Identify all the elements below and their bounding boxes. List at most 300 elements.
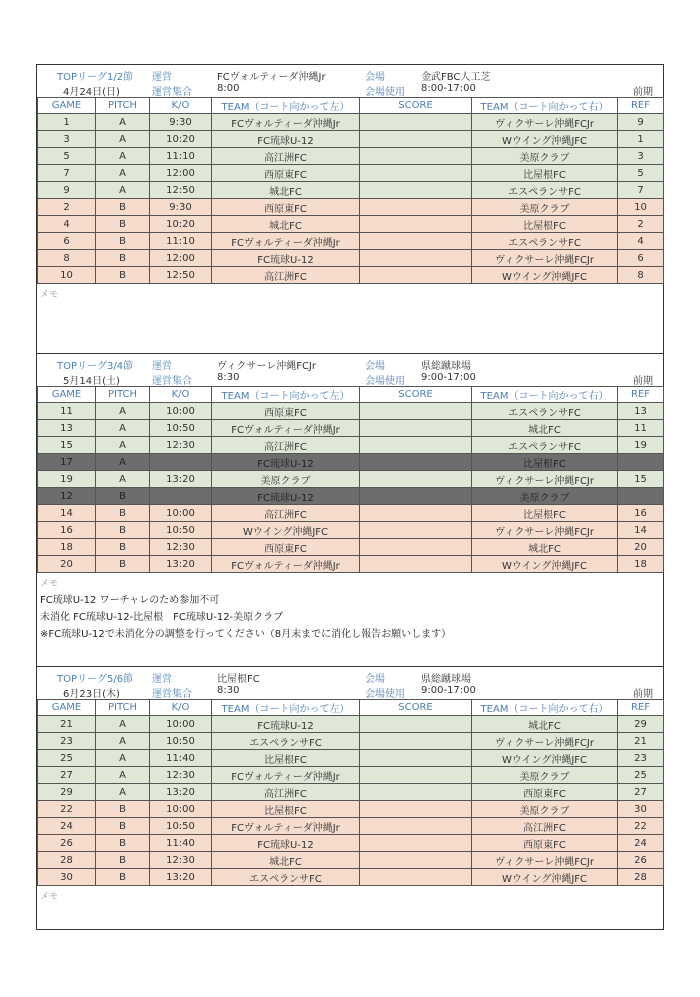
venue-use-time: 9:00-17:00 bbox=[421, 372, 476, 383]
game-number: 17 bbox=[38, 454, 96, 471]
table-row bbox=[38, 556, 664, 573]
kickoff-time: 12:30 bbox=[150, 852, 212, 869]
venue-label: 会場 bbox=[365, 361, 385, 372]
score-cell bbox=[360, 403, 472, 420]
period-label: 前期 bbox=[633, 376, 653, 387]
game-number: 16 bbox=[38, 522, 96, 539]
score-cell bbox=[360, 250, 472, 267]
venue-use-time: 8:00-17:00 bbox=[421, 83, 476, 94]
score-cell bbox=[360, 488, 472, 505]
team-right: ヴィクサーレ沖縄FCJr bbox=[472, 114, 618, 131]
column-header-score: SCORE bbox=[360, 700, 472, 716]
team-right: エスペランサFC bbox=[472, 437, 618, 454]
referee-game: 30 bbox=[618, 801, 664, 818]
pitch-cell: B bbox=[96, 199, 150, 216]
score-cell bbox=[360, 818, 472, 835]
game-number: 8 bbox=[38, 250, 96, 267]
game-number: 25 bbox=[38, 750, 96, 767]
match-date: 6月23日(木) bbox=[63, 689, 120, 700]
kickoff-time: 13:20 bbox=[150, 869, 212, 886]
table-body bbox=[38, 716, 664, 886]
kickoff-time: 10:00 bbox=[150, 505, 212, 522]
referee-game: 24 bbox=[618, 835, 664, 852]
kickoff-time: 11:40 bbox=[150, 750, 212, 767]
assembly-time: 8:30 bbox=[217, 372, 240, 383]
score-cell bbox=[360, 216, 472, 233]
pitch-cell: B bbox=[96, 869, 150, 886]
team-right: ヴィクサーレ沖縄FCJr bbox=[472, 852, 618, 869]
referee-game: 25 bbox=[618, 767, 664, 784]
league-round: TOPリーグ1/2節 bbox=[57, 72, 134, 83]
pitch-cell: B bbox=[96, 250, 150, 267]
pitch-cell: A bbox=[96, 716, 150, 733]
team-left: FCヴォルティーダ沖縄Jr bbox=[212, 767, 360, 784]
team-left: 城北FC bbox=[212, 852, 360, 869]
column-header-pitch: PITCH bbox=[96, 98, 150, 114]
score-cell bbox=[360, 505, 472, 522]
team-left: FCヴォルティーダ沖縄Jr bbox=[212, 233, 360, 250]
team-left: エスペランサFC bbox=[212, 733, 360, 750]
assembly-label: 運営集合 bbox=[152, 87, 192, 98]
table-row bbox=[38, 767, 664, 784]
note-line: ※FC琉球U-12で未消化分の調整を行ってください（8月末までに消化し報告お願いします） bbox=[40, 629, 452, 640]
game-number: 27 bbox=[38, 767, 96, 784]
team-left: 西原東FC bbox=[212, 403, 360, 420]
game-number: 7 bbox=[38, 165, 96, 182]
pitch-cell: B bbox=[96, 835, 150, 852]
team-right: 城北FC bbox=[472, 539, 618, 556]
round-info bbox=[37, 354, 663, 386]
referee-game: 5 bbox=[618, 165, 664, 182]
team-right: 西原東FC bbox=[472, 784, 618, 801]
team-right: 美原クラブ bbox=[472, 767, 618, 784]
team-right: ヴィクサーレ沖縄FCJr bbox=[472, 522, 618, 539]
team-right: Wウイング沖縄JFC bbox=[472, 556, 618, 573]
team-left: 西原東FC bbox=[212, 165, 360, 182]
column-header-ref: REF bbox=[618, 700, 664, 716]
team-left: FCヴォルティーダ沖縄Jr bbox=[212, 420, 360, 437]
team-left: 高江洲FC bbox=[212, 148, 360, 165]
venue-use-label: 会場使用 bbox=[365, 689, 405, 700]
game-number: 29 bbox=[38, 784, 96, 801]
team-right: 美原クラブ bbox=[472, 801, 618, 818]
column-header-pitch: PITCH bbox=[96, 387, 150, 403]
table-row bbox=[38, 182, 664, 199]
team-left: FC琉球U-12 bbox=[212, 250, 360, 267]
pitch-cell: A bbox=[96, 420, 150, 437]
venue-value: 県総蹴球場 bbox=[421, 361, 471, 372]
game-number: 3 bbox=[38, 131, 96, 148]
kickoff-time: 11:10 bbox=[150, 148, 212, 165]
pitch-cell: A bbox=[96, 182, 150, 199]
referee-game: 13 bbox=[618, 403, 664, 420]
kickoff-time: 12:30 bbox=[150, 767, 212, 784]
table-row bbox=[38, 267, 664, 284]
column-header-left: TEAM（コート向かって左） bbox=[212, 700, 360, 716]
pitch-cell: B bbox=[96, 267, 150, 284]
column-header-game: GAME bbox=[38, 700, 96, 716]
referee-game: 2 bbox=[618, 216, 664, 233]
organizer-label: 運営 bbox=[152, 72, 172, 83]
kickoff-time bbox=[150, 488, 212, 505]
pitch-cell: B bbox=[96, 556, 150, 573]
round-info bbox=[37, 667, 663, 699]
team-left: 高江洲FC bbox=[212, 437, 360, 454]
team-right: Wウイング沖縄JFC bbox=[472, 750, 618, 767]
team-left: 高江洲FC bbox=[212, 505, 360, 522]
organizer-label: 運営 bbox=[152, 674, 172, 685]
table-row bbox=[38, 403, 664, 420]
score-cell bbox=[360, 539, 472, 556]
organizer-value: FCヴォルティーダ沖縄Jr bbox=[217, 72, 326, 83]
team-left: FC琉球U-12 bbox=[212, 131, 360, 148]
table-row bbox=[38, 165, 664, 182]
score-cell bbox=[360, 437, 472, 454]
referee-game: 23 bbox=[618, 750, 664, 767]
table-row bbox=[38, 716, 664, 733]
team-right: エスペランサFC bbox=[472, 182, 618, 199]
table-row bbox=[38, 835, 664, 852]
team-right: 西原東FC bbox=[472, 835, 618, 852]
column-header-pitch: PITCH bbox=[96, 700, 150, 716]
team-right: Wウイング沖縄JFC bbox=[472, 869, 618, 886]
league-round: TOPリーグ3/4節 bbox=[57, 361, 134, 372]
game-number: 5 bbox=[38, 148, 96, 165]
team-left: 高江洲FC bbox=[212, 784, 360, 801]
team-left: エスペランサFC bbox=[212, 869, 360, 886]
kickoff-time: 11:10 bbox=[150, 233, 212, 250]
pitch-cell: B bbox=[96, 488, 150, 505]
organizer-value: 比屋根FC bbox=[217, 674, 260, 685]
referee-game: 27 bbox=[618, 784, 664, 801]
referee-game: 7 bbox=[618, 182, 664, 199]
table-row bbox=[38, 505, 664, 522]
pitch-cell: A bbox=[96, 165, 150, 182]
pitch-cell: B bbox=[96, 852, 150, 869]
team-right: 比屋根FC bbox=[472, 216, 618, 233]
period-label: 前期 bbox=[633, 87, 653, 98]
pitch-cell: B bbox=[96, 539, 150, 556]
team-right: Wウイング沖縄JFC bbox=[472, 131, 618, 148]
game-number: 28 bbox=[38, 852, 96, 869]
team-right: 比屋根FC bbox=[472, 454, 618, 471]
score-cell bbox=[360, 199, 472, 216]
team-right: 城北FC bbox=[472, 420, 618, 437]
table-header-row bbox=[38, 387, 664, 403]
team-left: FCヴォルティーダ沖縄Jr bbox=[212, 556, 360, 573]
pitch-cell: B bbox=[96, 233, 150, 250]
score-cell bbox=[360, 750, 472, 767]
round-info bbox=[37, 65, 663, 97]
table-row bbox=[38, 818, 664, 835]
venue-use-label: 会場使用 bbox=[365, 87, 405, 98]
team-left: 城北FC bbox=[212, 216, 360, 233]
table-row bbox=[38, 454, 664, 471]
referee-game: 18 bbox=[618, 556, 664, 573]
table-row bbox=[38, 539, 664, 556]
kickoff-time: 10:50 bbox=[150, 420, 212, 437]
memo-label: メモ bbox=[40, 579, 59, 589]
table-row bbox=[38, 199, 664, 216]
match-table bbox=[37, 699, 664, 886]
team-left: Wウイング沖縄JFC bbox=[212, 522, 360, 539]
kickoff-time: 12:00 bbox=[150, 250, 212, 267]
game-number: 1 bbox=[38, 114, 96, 131]
table-row bbox=[38, 750, 664, 767]
pitch-cell: A bbox=[96, 131, 150, 148]
team-left: FCヴォルティーダ沖縄Jr bbox=[212, 114, 360, 131]
referee-game: 22 bbox=[618, 818, 664, 835]
column-header-ref: REF bbox=[618, 387, 664, 403]
team-right: 比屋根FC bbox=[472, 505, 618, 522]
organizer-label: 運営 bbox=[152, 361, 172, 372]
pitch-cell: B bbox=[96, 216, 150, 233]
team-right: エスペランサFC bbox=[472, 233, 618, 250]
kickoff-time: 12:00 bbox=[150, 165, 212, 182]
column-header-ko: K/O bbox=[150, 700, 212, 716]
column-header-ko: K/O bbox=[150, 98, 212, 114]
kickoff-time: 10:00 bbox=[150, 403, 212, 420]
round-section bbox=[36, 354, 664, 667]
score-cell bbox=[360, 767, 472, 784]
column-header-left: TEAM（コート向かって左） bbox=[212, 387, 360, 403]
table-row bbox=[38, 869, 664, 886]
table-row bbox=[38, 148, 664, 165]
team-left: FC琉球U-12 bbox=[212, 835, 360, 852]
team-right: 美原クラブ bbox=[472, 488, 618, 505]
kickoff-time: 13:20 bbox=[150, 471, 212, 488]
pitch-cell: B bbox=[96, 818, 150, 835]
pitch-cell: B bbox=[96, 522, 150, 539]
table-row bbox=[38, 437, 664, 454]
assembly-label: 運営集合 bbox=[152, 376, 192, 387]
pitch-cell: B bbox=[96, 801, 150, 818]
kickoff-time: 10:50 bbox=[150, 818, 212, 835]
table-row bbox=[38, 801, 664, 818]
score-cell bbox=[360, 801, 472, 818]
game-number: 23 bbox=[38, 733, 96, 750]
game-number: 21 bbox=[38, 716, 96, 733]
score-cell bbox=[360, 182, 472, 199]
referee-game: 6 bbox=[618, 250, 664, 267]
venue-use-time: 9:00-17:00 bbox=[421, 685, 476, 696]
score-cell bbox=[360, 165, 472, 182]
column-header-right: TEAM（コート向かって右） bbox=[472, 98, 618, 114]
game-number: 6 bbox=[38, 233, 96, 250]
score-cell bbox=[360, 733, 472, 750]
referee-game: 19 bbox=[618, 437, 664, 454]
column-header-game: GAME bbox=[38, 387, 96, 403]
score-cell bbox=[360, 267, 472, 284]
assembly-time: 8:30 bbox=[217, 685, 240, 696]
table-header-row bbox=[38, 700, 664, 716]
column-header-game: GAME bbox=[38, 98, 96, 114]
game-number: 18 bbox=[38, 539, 96, 556]
team-left: 城北FC bbox=[212, 182, 360, 199]
score-cell bbox=[360, 869, 472, 886]
column-header-right: TEAM（コート向かって右） bbox=[472, 387, 618, 403]
game-number: 20 bbox=[38, 556, 96, 573]
game-number: 13 bbox=[38, 420, 96, 437]
team-left: 比屋根FC bbox=[212, 801, 360, 818]
venue-label: 会場 bbox=[365, 72, 385, 83]
kickoff-time: 12:50 bbox=[150, 267, 212, 284]
team-right: 高江洲FC bbox=[472, 818, 618, 835]
referee-game: 3 bbox=[618, 148, 664, 165]
kickoff-time: 10:00 bbox=[150, 801, 212, 818]
referee-game: 1 bbox=[618, 131, 664, 148]
kickoff-time: 11:40 bbox=[150, 835, 212, 852]
score-cell bbox=[360, 233, 472, 250]
game-number: 26 bbox=[38, 835, 96, 852]
table-row bbox=[38, 522, 664, 539]
team-right: ヴィクサーレ沖縄FCJr bbox=[472, 250, 618, 267]
score-cell bbox=[360, 420, 472, 437]
round-section bbox=[36, 64, 664, 354]
table-row bbox=[38, 114, 664, 131]
score-cell bbox=[360, 471, 472, 488]
column-header-ref: REF bbox=[618, 98, 664, 114]
team-right: エスペランサFC bbox=[472, 403, 618, 420]
team-right: Wウイング沖縄JFC bbox=[472, 267, 618, 284]
column-header-ko: K/O bbox=[150, 387, 212, 403]
match-table bbox=[37, 97, 664, 284]
note-line: FC琉球U-12 ワーチャレのため参加不可 bbox=[40, 595, 220, 606]
referee-game: 4 bbox=[618, 233, 664, 250]
kickoff-time: 13:20 bbox=[150, 556, 212, 573]
team-left: FC琉球U-12 bbox=[212, 454, 360, 471]
referee-game: 10 bbox=[618, 199, 664, 216]
match-table bbox=[37, 386, 664, 573]
table-row bbox=[38, 784, 664, 801]
pitch-cell: A bbox=[96, 733, 150, 750]
game-number: 19 bbox=[38, 471, 96, 488]
notes bbox=[40, 592, 663, 643]
team-left: FCヴォルティーダ沖縄Jr bbox=[212, 818, 360, 835]
pitch-cell: A bbox=[96, 454, 150, 471]
column-header-right: TEAM（コート向かって右） bbox=[472, 700, 618, 716]
team-left: 西原東FC bbox=[212, 199, 360, 216]
referee-game: 14 bbox=[618, 522, 664, 539]
venue-value: 県総蹴球場 bbox=[421, 674, 471, 685]
kickoff-time: 9:30 bbox=[150, 114, 212, 131]
team-left: 美原クラブ bbox=[212, 471, 360, 488]
referee-game: 29 bbox=[618, 716, 664, 733]
game-number: 24 bbox=[38, 818, 96, 835]
assembly-time: 8:00 bbox=[217, 83, 240, 94]
note-line: 未消化 FC琉球U-12-比屋根 FC琉球U-12-美原クラブ bbox=[40, 612, 284, 623]
assembly-label: 運営集合 bbox=[152, 689, 192, 700]
referee-game: 20 bbox=[618, 539, 664, 556]
column-header-score: SCORE bbox=[360, 387, 472, 403]
table-body bbox=[38, 114, 664, 284]
kickoff-time: 9:30 bbox=[150, 199, 212, 216]
kickoff-time bbox=[150, 454, 212, 471]
game-number: 30 bbox=[38, 869, 96, 886]
referee-game: 16 bbox=[618, 505, 664, 522]
table-row bbox=[38, 250, 664, 267]
referee-game: 21 bbox=[618, 733, 664, 750]
table-body bbox=[38, 403, 664, 573]
team-right: ヴィクサーレ沖縄FCJr bbox=[472, 733, 618, 750]
score-cell bbox=[360, 131, 472, 148]
pitch-cell: A bbox=[96, 784, 150, 801]
team-left: 高江洲FC bbox=[212, 267, 360, 284]
venue-label: 会場 bbox=[365, 674, 385, 685]
score-cell bbox=[360, 454, 472, 471]
memo-label: メモ bbox=[40, 892, 59, 902]
game-number: 10 bbox=[38, 267, 96, 284]
kickoff-time: 12:50 bbox=[150, 182, 212, 199]
venue-value: 金武FBC人工芝 bbox=[421, 72, 491, 83]
referee-game: 11 bbox=[618, 420, 664, 437]
table-row bbox=[38, 216, 664, 233]
pitch-cell: A bbox=[96, 471, 150, 488]
score-cell bbox=[360, 784, 472, 801]
period-label: 前期 bbox=[633, 689, 653, 700]
game-number: 22 bbox=[38, 801, 96, 818]
game-number: 14 bbox=[38, 505, 96, 522]
column-header-left: TEAM（コート向かって左） bbox=[212, 98, 360, 114]
round-section bbox=[36, 667, 664, 930]
kickoff-time: 10:00 bbox=[150, 716, 212, 733]
team-right: 美原クラブ bbox=[472, 199, 618, 216]
score-cell bbox=[360, 716, 472, 733]
table-row bbox=[38, 852, 664, 869]
column-header-score: SCORE bbox=[360, 98, 472, 114]
kickoff-time: 12:30 bbox=[150, 539, 212, 556]
table-row bbox=[38, 471, 664, 488]
referee-game: 9 bbox=[618, 114, 664, 131]
game-number: 9 bbox=[38, 182, 96, 199]
team-right: 比屋根FC bbox=[472, 165, 618, 182]
score-cell bbox=[360, 556, 472, 573]
table-header-row bbox=[38, 98, 664, 114]
kickoff-time: 10:20 bbox=[150, 216, 212, 233]
game-number: 12 bbox=[38, 488, 96, 505]
kickoff-time: 13:20 bbox=[150, 784, 212, 801]
memo-label: メモ bbox=[40, 290, 59, 300]
referee-game: 8 bbox=[618, 267, 664, 284]
kickoff-time: 12:30 bbox=[150, 437, 212, 454]
game-number: 2 bbox=[38, 199, 96, 216]
team-left: FC琉球U-12 bbox=[212, 716, 360, 733]
match-date: 4月24日(日) bbox=[63, 87, 120, 98]
kickoff-time: 10:50 bbox=[150, 733, 212, 750]
table-row bbox=[38, 733, 664, 750]
team-right: 城北FC bbox=[472, 716, 618, 733]
organizer-value: ヴィクサーレ沖縄FCJr bbox=[217, 361, 316, 372]
team-right: 美原クラブ bbox=[472, 148, 618, 165]
score-cell bbox=[360, 114, 472, 131]
league-round: TOPリーグ5/6節 bbox=[57, 674, 134, 685]
game-number: 15 bbox=[38, 437, 96, 454]
pitch-cell: B bbox=[96, 505, 150, 522]
pitch-cell: A bbox=[96, 767, 150, 784]
pitch-cell: A bbox=[96, 750, 150, 767]
table-row bbox=[38, 420, 664, 437]
score-cell bbox=[360, 148, 472, 165]
pitch-cell: A bbox=[96, 403, 150, 420]
schedule-page bbox=[36, 64, 664, 930]
table-row bbox=[38, 131, 664, 148]
table-row bbox=[38, 488, 664, 505]
pitch-cell: A bbox=[96, 437, 150, 454]
game-number: 11 bbox=[38, 403, 96, 420]
match-date: 5月14日(土) bbox=[63, 376, 120, 387]
score-cell bbox=[360, 852, 472, 869]
pitch-cell: A bbox=[96, 114, 150, 131]
